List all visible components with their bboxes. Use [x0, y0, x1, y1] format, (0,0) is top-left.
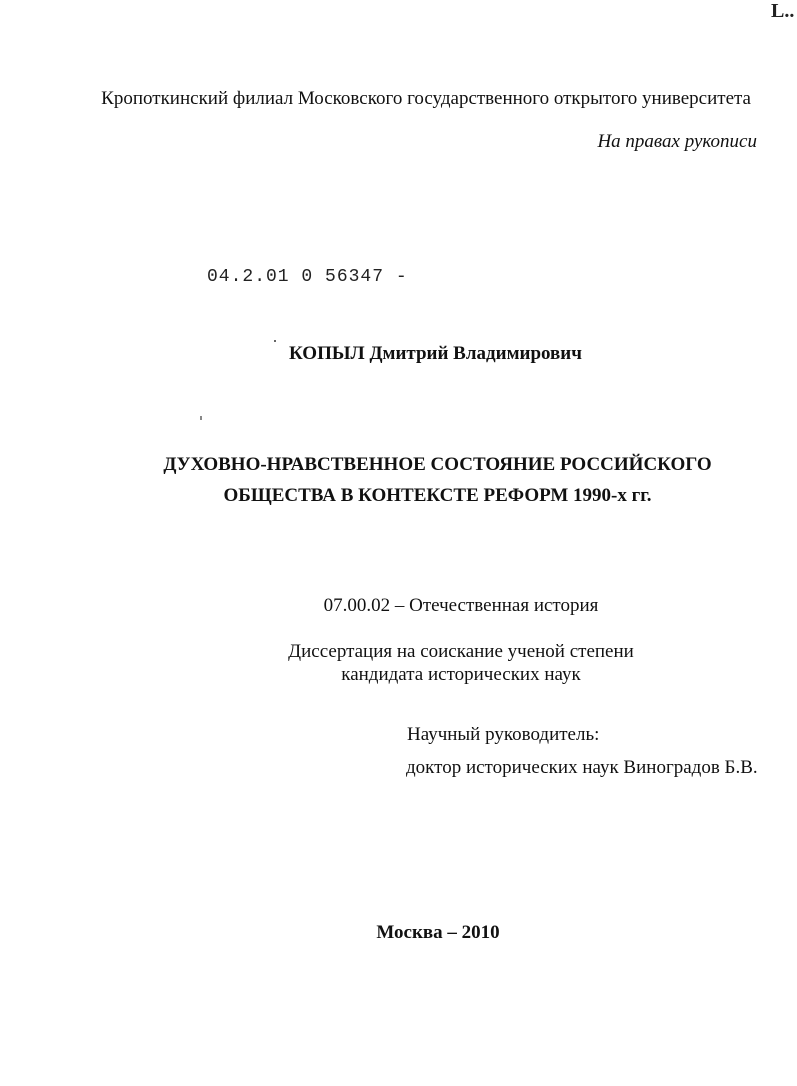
advisor-label: Научный руководитель: — [407, 724, 600, 745]
registry-number-stamp: 04.2.01 0 56347 - — [207, 267, 408, 287]
advisor-name: доктор исторических наук Виноградов Б.В. — [406, 757, 758, 778]
degree-line: кандидата исторических наук — [341, 664, 581, 685]
place-and-year: Москва – 2010 — [376, 922, 500, 943]
title-line: ДУХОВНО-НРАВСТВЕННОЕ СОСТОЯНИЕ РОССИЙСКОГО — [163, 454, 712, 475]
corner-handwritten-mark: L.. — [771, 0, 795, 22]
specialty-code: 07.00.02 – Отечественная история — [323, 595, 599, 616]
author-name — [289, 343, 582, 365]
degree-statement — [0, 640, 797, 686]
author-surname: КОПЫЛ — [289, 343, 365, 364]
scan-speck — [200, 416, 202, 420]
scan-speck — [274, 340, 276, 342]
title-line: ОБЩЕСТВА В КОНТЕКСТЕ РЕФОРМ 1990-х гг. — [223, 485, 652, 506]
dissertation-title — [0, 449, 797, 511]
institution-name: Кропоткинский филиал Московского государственного открытого университета — [101, 88, 751, 109]
degree-line: Диссертация на соискание ученой степени — [288, 641, 634, 662]
manuscript-rights-note: На правах рукописи — [597, 131, 757, 152]
author-given-names: Дмитрий Владимирович — [364, 343, 582, 364]
